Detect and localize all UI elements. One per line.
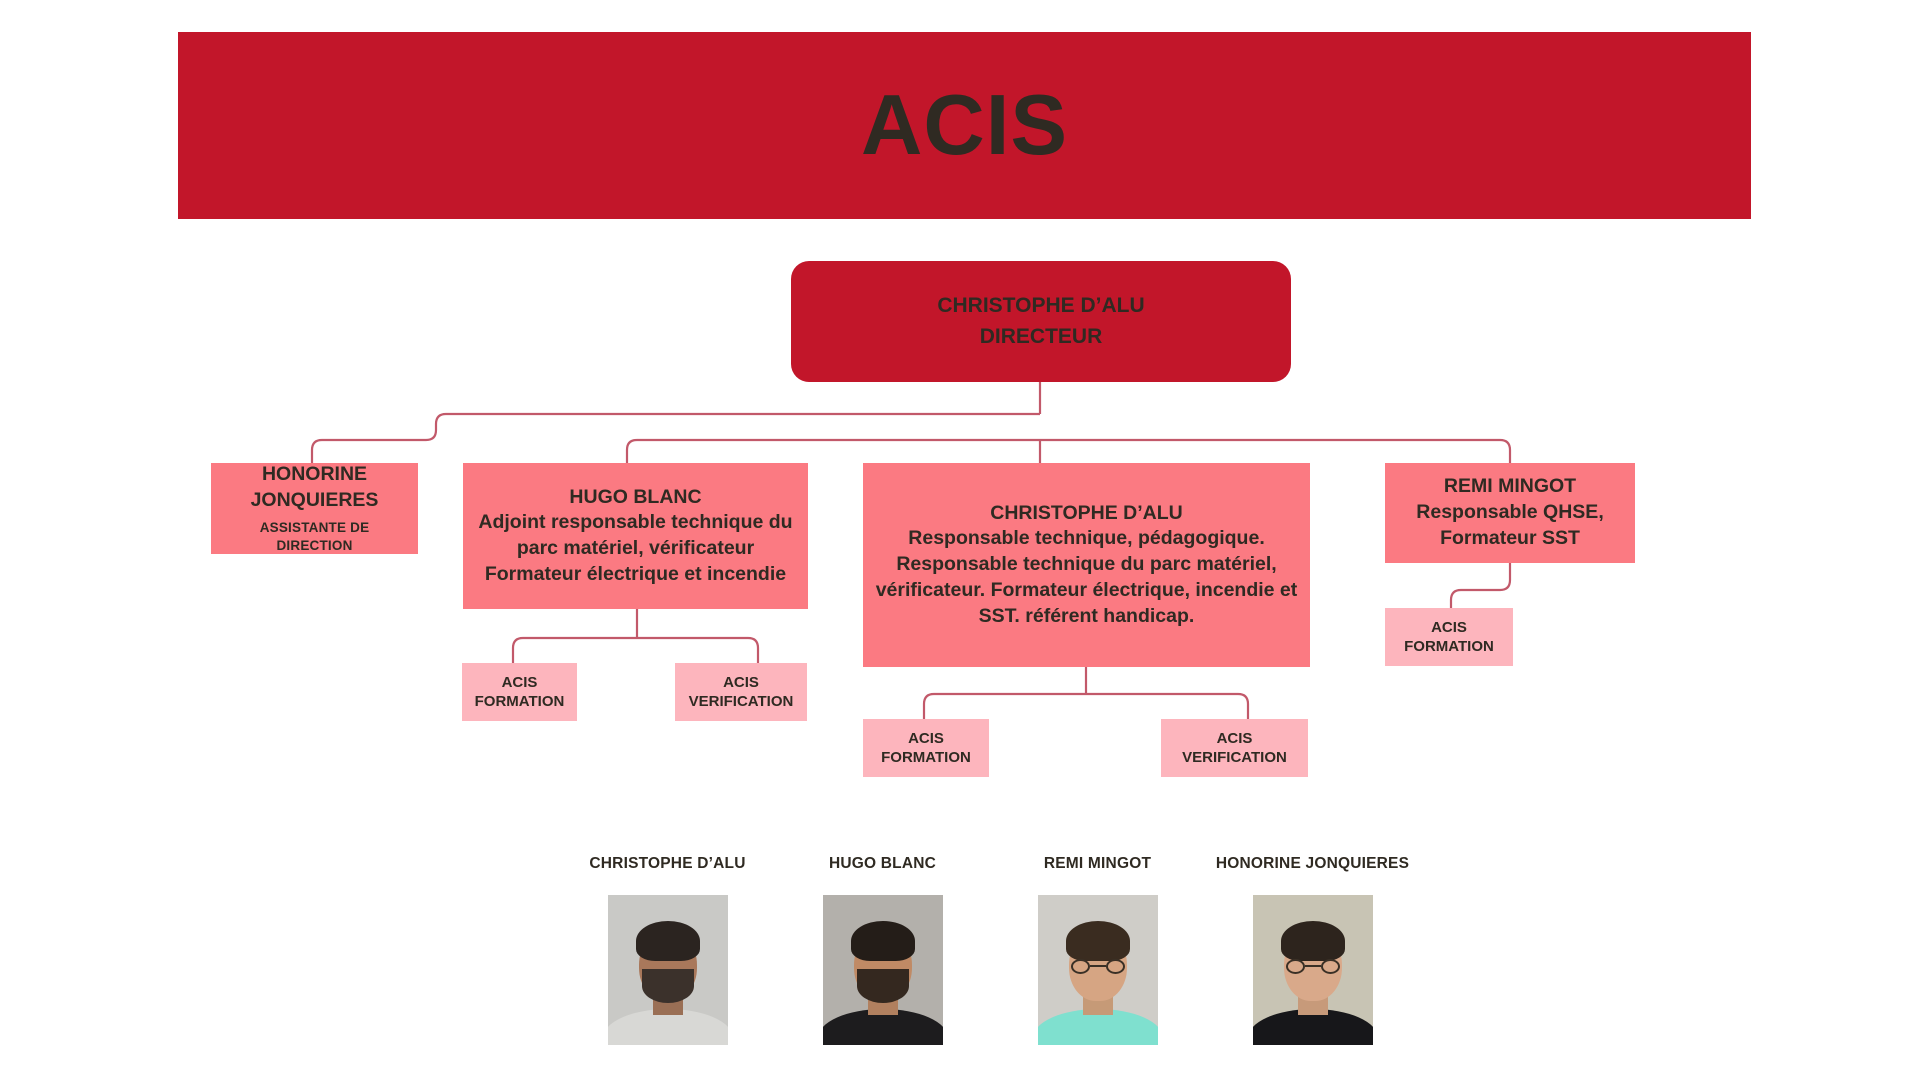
portrait-hugo-blanc-photo — [823, 895, 943, 1045]
remi-name: REMI MINGOT — [1443, 475, 1577, 498]
connector-hugo-verification — [637, 638, 758, 663]
page-title: ACIS — [860, 78, 1069, 173]
photo-hair — [1066, 921, 1130, 961]
connector-remi-formation — [1451, 563, 1510, 608]
gallery-item-remi — [990, 855, 1205, 1045]
gallery-item-hugo — [775, 855, 990, 1045]
honorine-role: ASSISTANTE DE DIRECTION — [259, 519, 370, 553]
photo-beard — [642, 969, 694, 1003]
photo-hair — [636, 921, 700, 961]
leaf-label: ACIS FORMATION — [1404, 618, 1494, 655]
connector-director-remi — [1040, 440, 1510, 463]
portrait-remi-mingot-photo — [1038, 895, 1158, 1045]
leaf-label: ACIS VERIFICATION — [688, 673, 794, 710]
photo-caption: REMI MINGOT — [1043, 855, 1152, 872]
leaf-label: ACIS FORMATION — [474, 673, 565, 710]
leaf-label: ACIS FORMATION — [881, 729, 971, 766]
leaf-label: ACIS VERIFICATION — [1182, 729, 1287, 766]
node-hugo-acis-formation[interactable] — [462, 663, 577, 721]
node-christophe-acis-verification[interactable] — [1161, 719, 1308, 777]
portrait-honorine-jonquieres-photo — [1253, 895, 1373, 1045]
hugo-name: HUGO BLANC — [569, 485, 702, 508]
photo-hair — [851, 921, 915, 961]
header-banner — [178, 32, 1751, 219]
director-role: DIRECTEUR — [979, 324, 1103, 348]
node-remi-acis-formation[interactable] — [1385, 608, 1513, 666]
glasses-icon — [1071, 959, 1125, 974]
photo-caption: HONORINE JONQUIERES — [1215, 855, 1410, 872]
connector-director-hugo — [627, 440, 1040, 463]
connector-christophe-formation — [924, 694, 1086, 719]
node-hugo-acis-verification[interactable] — [675, 663, 807, 721]
node-director[interactable] — [791, 261, 1291, 382]
gallery-item-christophe — [560, 855, 775, 1045]
director-name: CHRISTOPHE D’ALU — [937, 294, 1145, 318]
photo-gallery — [560, 855, 1420, 1045]
node-christophe-acis-formation[interactable] — [863, 719, 989, 777]
portrait-christophe-dalu-photo — [608, 895, 728, 1045]
photo-hair — [1281, 921, 1345, 961]
node-hugo-blanc[interactable] — [463, 463, 808, 609]
christophe-role: Responsable technique, pédagogique. Responsable technique du parc matériel, vérificateur. Formateur électrique, incendie et SST. référent handicap. — [875, 527, 1298, 627]
photo-beard — [857, 969, 909, 1003]
node-honorine-jonquieres[interactable] — [211, 463, 418, 554]
honorine-name: HONORINE JONQUIERES — [250, 463, 379, 512]
node-remi-mingot[interactable] — [1385, 463, 1635, 563]
photo-caption: HUGO BLANC — [828, 855, 937, 872]
glasses-icon — [1286, 959, 1340, 974]
remi-role: Responsable QHSE, Formateur SST — [1416, 501, 1604, 549]
connector-christophe-verification — [1086, 694, 1248, 719]
node-christophe-dalu[interactable] — [863, 463, 1310, 667]
gallery-item-honorine — [1205, 855, 1420, 1045]
connector-director-honorine — [312, 414, 1040, 463]
photo-caption: CHRISTOPHE D’ALU — [589, 855, 746, 872]
hugo-role: Adjoint responsable technique du parc matériel, vérificateur Formateur électrique et incendie — [478, 511, 793, 585]
connector-hugo-formation — [513, 638, 637, 663]
christophe-name: CHRISTOPHE D’ALU — [990, 501, 1183, 524]
